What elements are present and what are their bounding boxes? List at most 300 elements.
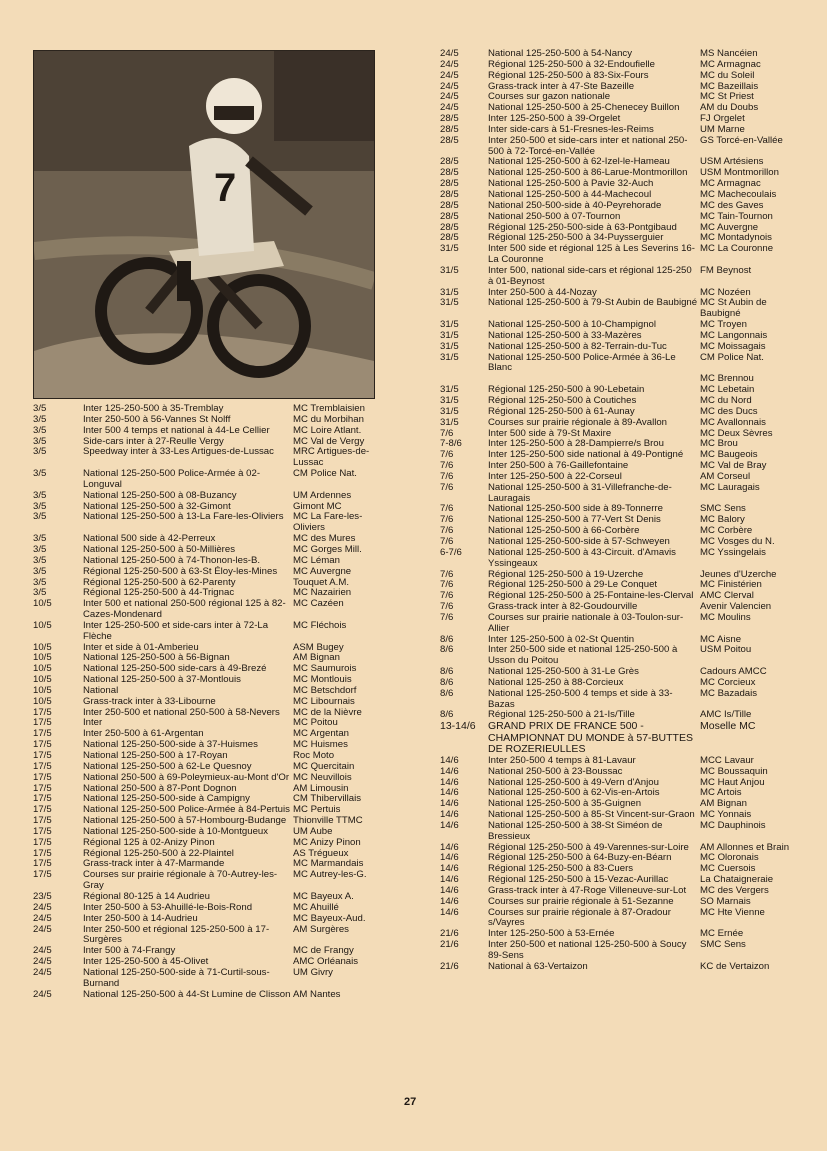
event-club: MC Bayeux A. xyxy=(293,890,354,902)
event-club: MC La Couronne xyxy=(700,243,774,255)
event-club: MC Bazadais xyxy=(700,687,758,699)
event-description: National 125-250-500 à 86-Larue-Montmorillon xyxy=(488,167,688,179)
event-row xyxy=(33,870,388,892)
event-description: National 125-250-500 à 17-Royan xyxy=(83,750,228,761)
event-description: National 125-250-500 Police-Armée à 02-Longuval xyxy=(83,468,261,490)
event-description: Régional 125-250-500 à 32-Endoufielle xyxy=(488,58,655,70)
event-club: MC du Soleil xyxy=(700,69,755,81)
event-club: MC des Vergers xyxy=(700,884,769,896)
event-date: 14/6 xyxy=(440,874,459,886)
event-club: UM Ardennes xyxy=(293,489,352,501)
event-description: Régional 125-250-500 à 64-Buzy-en-Béarn xyxy=(488,852,672,864)
event-date: 31/5 xyxy=(440,243,459,255)
event-club: AMC Is/Tille xyxy=(700,709,752,721)
event-description: National 125-250-500 à 43-Circuit. d'Amavis Yssingeaux xyxy=(488,546,676,569)
event-description: Grass-track inter à 47-Roge Villeneuve-sur-Lot xyxy=(488,884,687,896)
event-club: MC Nozéen xyxy=(700,286,751,298)
event-description: Inter 250-500 à 61-Argentan xyxy=(83,728,204,740)
event-date: 28/5 xyxy=(440,210,459,222)
event-date: 7/6 xyxy=(440,503,454,515)
event-description: Inter 250-500 et national 125-250-500 à Soucy 89-Sens xyxy=(488,939,687,961)
event-date: 31/5 xyxy=(440,395,459,406)
event-club: MC Bayeux-Aud. xyxy=(293,912,366,924)
event-date: 28/5 xyxy=(440,199,459,211)
event-date: 6-7/6 xyxy=(440,546,462,558)
event-club: MC Tremblaisien xyxy=(293,403,365,414)
event-description: National 125-250-500 à 57-Hombourg-Budange xyxy=(83,815,287,827)
event-description: National 125-250-500 à 62-Le Quesnoy xyxy=(83,760,252,772)
event-date: 28/5 xyxy=(440,188,459,200)
event-description: National 125-250-500 à 31-Villefranche-de-Lauragais xyxy=(488,481,672,504)
event-row xyxy=(440,212,795,223)
event-description: Inter 500 side et régional 125 à Les Severins 16-La Couronne xyxy=(488,243,695,266)
event-date: 17/5 xyxy=(33,750,52,761)
event-description: GRAND PRIX DE FRANCE 500 - CHAMPIONNAT DU MONDE à 57-BUTTES DE ROZERIEULLES xyxy=(488,720,693,756)
event-description: National 125-250-500 à 62-Izel-le-Hameau xyxy=(488,156,670,168)
event-date: 14/6 xyxy=(440,787,459,799)
event-club: MC Marmandais xyxy=(293,858,364,870)
event-row xyxy=(440,940,795,962)
event-row xyxy=(33,697,388,708)
event-club: MC Brennou xyxy=(700,373,754,385)
event-row xyxy=(440,908,795,930)
event-description: National 125-250-500 à 62-Vis-en-Artois xyxy=(488,787,660,799)
event-description: National 125-250-500 Police-Armée à 84-Pertuis xyxy=(83,804,290,816)
event-club: MC Neuvillois xyxy=(293,771,352,783)
event-date: 10/5 xyxy=(33,598,52,610)
event-club: MC Léman xyxy=(293,554,340,566)
event-description: National 125-250-500 à 31-Le Grès xyxy=(488,666,639,678)
event-club: FM Beynost xyxy=(700,264,752,276)
event-row xyxy=(33,567,388,578)
event-date: 24/5 xyxy=(33,966,52,978)
event-date: 24/5 xyxy=(33,988,52,1000)
event-description: Inter 125-250-500 à 22-Corseul xyxy=(488,470,622,482)
event-club: MC Argentan xyxy=(293,728,349,740)
event-club: MC de la Nièvre xyxy=(293,706,362,718)
event-description: National 125-250-500-side à 37-Huismes xyxy=(83,739,258,751)
event-club: MC Quercitain xyxy=(293,760,355,772)
event-row xyxy=(440,897,795,908)
event-date: 3/5 xyxy=(33,576,47,588)
event-club: MC Val de Vergy xyxy=(293,435,365,447)
event-club: MC Libournais xyxy=(293,695,355,707)
event-club: MC Troyen xyxy=(700,319,747,331)
event-description: National 125-250-500-side à Campigny xyxy=(83,793,250,805)
event-date: 13-14/6 xyxy=(440,720,476,733)
event-row xyxy=(33,773,388,784)
event-club: MC Montadynois xyxy=(700,232,772,244)
event-club: MC Nazairien xyxy=(293,587,352,599)
event-description: Inter 250-500 à 76-Gaillefontaine xyxy=(488,460,629,472)
event-club: AM Bignan xyxy=(700,798,747,810)
event-date: 17/5 xyxy=(33,847,52,859)
event-club: MC La Fare-les-Oliviers xyxy=(293,511,363,534)
event-description: Inter 250-500 à 53-Ahuillé-le-Bois-Rond xyxy=(83,901,253,913)
event-description: Inter 250-500 et régional 125-250-500 à 17-Surgères xyxy=(83,923,270,946)
event-club: MC Auvergne xyxy=(700,221,759,233)
event-club: MC du Morbihan xyxy=(293,413,364,425)
event-date: 24/5 xyxy=(440,80,459,92)
event-description: National 125-250-500 à 77-Vert St Denis xyxy=(488,514,661,526)
event-club: SMC Sens xyxy=(700,503,746,515)
event-club: MC Hte Vienne xyxy=(700,906,765,918)
event-row xyxy=(33,925,388,947)
event-date: 3/5 xyxy=(33,489,47,501)
event-row xyxy=(440,821,795,843)
event-row xyxy=(33,968,388,990)
event-description: Inter 500 4 temps et national à 44-Le Cellier xyxy=(83,424,270,436)
event-date: 17/5 xyxy=(33,825,52,837)
event-date: 3/5 xyxy=(33,500,47,512)
event-description: National 125-250-500 à 66-Corbère xyxy=(488,525,640,537)
event-description: National 125-250-500 à 44-Machecoul xyxy=(488,188,652,200)
event-date: 21/6 xyxy=(440,939,459,951)
event-date: 24/5 xyxy=(33,912,52,924)
event-description: National 250-500 à 07-Tournon xyxy=(488,210,621,222)
event-description: Régional 125-250-500 à 15-Vezac-Aurillac xyxy=(488,874,669,886)
event-date: 7/6 xyxy=(440,470,454,482)
event-row xyxy=(440,767,795,778)
event-club: MC St Aubin de Baubigné xyxy=(700,297,767,320)
event-description: National 125-250-500 à 74-Thonon-les-B. xyxy=(83,554,261,566)
event-date: 3/5 xyxy=(33,554,47,566)
event-date: 3/5 xyxy=(33,403,47,414)
event-club: UM Marne xyxy=(700,123,745,135)
event-description: Inter et side à 01-Amberieu xyxy=(83,641,199,653)
event-date: 21/6 xyxy=(440,960,459,972)
event-date: 31/5 xyxy=(440,264,459,276)
event-description: Inter 125-250-500 à 28-Dampierre/s Brou xyxy=(488,438,664,450)
event-date: 28/5 xyxy=(440,221,459,233)
event-club: La Chataigneraie xyxy=(700,874,774,886)
event-club: MC Montlouis xyxy=(293,674,352,686)
event-date: 10/5 xyxy=(33,663,52,675)
event-date: 14/6 xyxy=(440,884,459,896)
event-date: 31/5 xyxy=(440,405,459,417)
event-date: 10/5 xyxy=(33,674,52,686)
event-description: National 125-250-500 à 82-Terrain-du-Tuc xyxy=(488,340,667,352)
event-club: USM Montmorillon xyxy=(700,167,779,179)
event-club: CM Police Nat. xyxy=(700,351,764,363)
event-row xyxy=(440,298,795,320)
event-row xyxy=(440,548,795,570)
event-date: 31/5 xyxy=(440,416,459,428)
event-club: MC Balory xyxy=(700,514,745,526)
event-date: 7/6 xyxy=(440,568,454,580)
event-description: Régional 125-250-500 à 63-St Éloy-les-Mines xyxy=(83,565,278,577)
event-description: Inter 250-500 et side-cars inter et national 250-500 à 72-Torcé-en-Vallée xyxy=(488,134,688,157)
event-date: 31/5 xyxy=(440,319,459,331)
event-description: Inter 125-250-500 à 45-Olivet xyxy=(83,956,209,968)
event-description: National 250-500 à 23-Boussac xyxy=(488,765,623,777)
event-date: 8/6 xyxy=(440,709,454,721)
event-date: 7/6 xyxy=(440,535,454,547)
event-date: 14/6 xyxy=(440,841,459,853)
event-club: MC Anizy Pinon xyxy=(293,836,361,848)
event-date: 7/6 xyxy=(440,611,454,623)
event-description: Inter 250-500 side et national 125-250-500 à Usson du Poitou xyxy=(488,644,678,667)
event-club: MC Oloronais xyxy=(700,852,759,864)
event-description: National 125-250-500 à 56-Bignan xyxy=(83,652,230,664)
event-description: Side-cars inter à 27-Reulle Vergy xyxy=(83,435,224,447)
event-date: 17/5 xyxy=(33,728,52,740)
event-club: SO Marnais xyxy=(700,895,751,907)
event-date: 7/6 xyxy=(440,514,454,526)
event-date: 31/5 xyxy=(440,297,459,309)
event-club: AMC Orléanais xyxy=(293,956,359,968)
event-row xyxy=(440,266,795,288)
event-description: National 125-250-500 à 08-Buzancy xyxy=(83,489,237,501)
event-description: National à 63-Vertaizon xyxy=(488,960,588,972)
event-club: AM Bignan xyxy=(293,652,340,664)
event-club: MC Haut Anjou xyxy=(700,776,765,788)
event-description: Régional 125-250-500 à 29-Le Conquet xyxy=(488,579,658,591)
event-club: CM Police Nat. xyxy=(293,468,357,480)
event-club: MC Pertuis xyxy=(293,804,341,816)
event-club: USM Poitou xyxy=(700,644,752,656)
event-description: Courses sur prairie régionale à 89-Avallon xyxy=(488,416,668,428)
event-date: 14/6 xyxy=(440,895,459,907)
event-description: Inter 125-250-500 à 39-Orgelet xyxy=(488,113,621,125)
event-club: USM Artésiens xyxy=(700,156,764,168)
event-row xyxy=(33,914,388,925)
event-description: National 250-500-side à 40-Peyrehorade xyxy=(488,199,662,211)
event-description: Inter 125-250-500 à 35-Tremblay xyxy=(83,403,224,414)
event-description: National 125-250-500-side à 57-Schweyen xyxy=(488,535,670,547)
event-date: 7/6 xyxy=(440,579,454,591)
event-club: UM Givry xyxy=(293,966,333,978)
event-club: Thionville TTMC xyxy=(293,815,363,827)
event-date: 14/6 xyxy=(440,776,459,788)
event-date: 7/6 xyxy=(440,590,454,602)
event-description: Inter 125-250-500 à 02-St Quentin xyxy=(488,633,635,645)
event-club: MC Artois xyxy=(700,787,742,799)
event-description: Régional 125-250-500 à 61-Aunay xyxy=(488,405,635,417)
event-club: MC Corcieux xyxy=(700,676,756,688)
event-club: MC Dauphinois xyxy=(700,819,766,831)
event-club: MC Tain-Tournon xyxy=(700,210,773,222)
event-date: 24/5 xyxy=(440,102,459,114)
event-row xyxy=(440,418,795,429)
event-row xyxy=(33,491,388,502)
event-club: MCC Lavaur xyxy=(700,754,754,766)
event-club: AM Surgères xyxy=(293,923,349,935)
event-description: Régional 125-250-500 à 49-Varennes-sur-Loire xyxy=(488,841,689,853)
event-date: 7/6 xyxy=(440,427,454,439)
event-date: 7/6 xyxy=(440,449,454,461)
event-date: 8/6 xyxy=(440,644,454,656)
event-club: MC Armagnac xyxy=(700,178,761,190)
event-club: SMC Sens xyxy=(700,939,746,951)
page-number: 27 xyxy=(404,1096,417,1108)
event-club: MC Boussaquin xyxy=(700,765,768,777)
event-description: National 125-250-500 à 33-Mazères xyxy=(488,329,642,341)
event-row xyxy=(440,721,795,756)
event-date: 3/5 xyxy=(33,543,47,555)
event-description: Régional 125 à 02-Anizy Pinon xyxy=(83,836,215,848)
event-description: Grass-track inter à 82-Goudourville xyxy=(488,601,638,613)
event-description: National 250-500 à 87-Pont Dognon xyxy=(83,782,237,794)
event-description: National 125-250-500-side à 10-Montgueux xyxy=(83,825,269,837)
event-date: 28/5 xyxy=(440,113,459,125)
event-club: Gimont MC xyxy=(293,500,342,512)
event-date: 7/6 xyxy=(440,460,454,472)
event-description: National 125-250-500 à 32-Gimont xyxy=(83,500,231,512)
event-club: GS Torcé-en-Vallée xyxy=(700,134,783,146)
event-club: MC Lauragais xyxy=(700,481,760,493)
event-club: AM Nantes xyxy=(293,988,341,1000)
event-description: Courses sur prairie nationale à 03-Toulon-sur-Allier xyxy=(488,611,684,634)
event-row xyxy=(440,342,795,353)
event-description: National 125-250-500 4 temps et side à 33-Bazas xyxy=(488,687,673,710)
event-club: MC Yssingelais xyxy=(700,546,766,558)
event-date: 23/5 xyxy=(33,890,52,902)
event-row xyxy=(440,483,795,505)
event-description: National 125-250-500-side à 71-Curtil-sous-Burnand xyxy=(83,966,270,989)
event-description: Régional 125-250-500 à 22-Plaintel xyxy=(83,847,234,859)
event-club: MC Brou xyxy=(700,438,738,450)
event-description: National 125-250-500 à 25-Chenecey Buillon xyxy=(488,102,680,114)
event-date: 14/6 xyxy=(440,906,459,918)
event-row xyxy=(440,71,795,82)
event-date: 17/5 xyxy=(33,815,52,827)
event-row xyxy=(440,353,795,375)
event-date: 28/5 xyxy=(440,123,459,135)
event-row xyxy=(440,136,795,158)
event-date: 14/6 xyxy=(440,809,459,821)
event-description: National 125-250-500 à 79-St Aubin de Baubigné xyxy=(488,297,698,309)
event-description: National 125-250-500 à 85-St Vincent-sur-Graon xyxy=(488,809,695,821)
event-club: MC Loire Atlant. xyxy=(293,424,362,436)
event-date: 24/5 xyxy=(440,91,459,103)
event-date: 24/5 xyxy=(33,923,52,935)
event-club: MC Poitou xyxy=(293,717,338,729)
event-club: AM Limousin xyxy=(293,782,349,794)
event-description: National 125-250-500 à 37-Montlouis xyxy=(83,674,241,686)
event-row xyxy=(33,447,388,469)
event-club: AMC Clerval xyxy=(700,590,754,602)
event-description: Inter 125-250-500 à 53-Ernée xyxy=(488,928,615,940)
event-date: 24/5 xyxy=(33,956,52,968)
event-date: 17/5 xyxy=(33,804,52,816)
event-date: 31/5 xyxy=(440,340,459,352)
event-date: 28/5 xyxy=(440,178,459,190)
event-club: MC des Mures xyxy=(293,533,356,545)
event-date: 17/5 xyxy=(33,706,52,718)
event-club: MC Avallonnais xyxy=(700,416,766,428)
event-date: 3/5 xyxy=(33,533,47,545)
motocross-rider-image xyxy=(34,51,374,398)
event-club: MC Armagnac xyxy=(700,58,761,70)
event-description: National 125-250 à 88-Corcieux xyxy=(488,676,624,688)
event-date: 7/6 xyxy=(440,601,454,613)
event-date: 3/5 xyxy=(33,511,47,523)
event-date: 24/5 xyxy=(440,58,459,70)
event-description: Inter 250-500 à 14-Audrieu xyxy=(83,912,198,924)
event-date: 3/5 xyxy=(33,587,47,599)
event-date: 8/6 xyxy=(440,666,454,678)
event-description: National 125-250-500 side à 89-Tonnerre xyxy=(488,503,663,515)
event-date: 31/5 xyxy=(440,384,459,396)
event-club: AS Trégueux xyxy=(293,847,349,859)
event-description: Inter side-cars à 51-Fresnes-les-Reims xyxy=(488,123,654,135)
event-club: MS Nancéien xyxy=(700,48,758,59)
event-date: 14/6 xyxy=(440,852,459,864)
event-date: 31/5 xyxy=(440,286,459,298)
event-club: MC Deux Sèvres xyxy=(700,427,773,439)
event-club: MRC Artigues-de-Lussac xyxy=(293,446,370,469)
event-date: 3/5 xyxy=(33,435,47,447)
event-date: 17/5 xyxy=(33,782,52,794)
event-date: 31/5 xyxy=(440,351,459,363)
event-date: 24/5 xyxy=(33,901,52,913)
event-club: Touquet A.M. xyxy=(293,576,349,588)
event-description: Grass-track inter à 47-Marmande xyxy=(83,858,225,870)
event-date: 17/5 xyxy=(33,739,52,751)
event-date: 17/5 xyxy=(33,760,52,772)
event-description: Inter xyxy=(83,717,103,729)
event-date: 3/5 xyxy=(33,468,47,480)
event-date: 7-8/6 xyxy=(440,438,462,450)
event-date: 10/5 xyxy=(33,641,52,653)
event-date: 14/6 xyxy=(440,754,459,766)
event-row xyxy=(33,512,388,534)
event-date: 7/6 xyxy=(440,481,454,493)
event-description: Régional 125-250-500 à 25-Fontaine-les-Clerval xyxy=(488,590,694,602)
event-description: Régional 80-125 à 14 Audrieu xyxy=(83,890,210,902)
event-date: 8/6 xyxy=(440,687,454,699)
event-date: 17/5 xyxy=(33,793,52,805)
event-club: MC Val de Bray xyxy=(700,460,767,472)
event-description: Régional 125-250-500 à 83-Cuers xyxy=(488,863,634,875)
event-row xyxy=(33,838,388,849)
event-date: 24/5 xyxy=(440,69,459,81)
event-club: Roc Moto xyxy=(293,750,335,761)
event-club: MC Fléchois xyxy=(293,619,347,631)
event-club: MC St Priest xyxy=(700,91,754,103)
event-date: 14/6 xyxy=(440,765,459,777)
event-row xyxy=(440,613,795,635)
event-description: National 125-250-500 à 49-Vern d'Anjou xyxy=(488,776,659,788)
event-club: Cadours AMCC xyxy=(700,666,767,678)
event-club: MC du Nord xyxy=(700,395,752,406)
event-description: Régional 125-250-500 à 19-Uzerche xyxy=(488,568,644,580)
event-description: National 125-250-500 à 44-St Lumine de Clisson xyxy=(83,988,291,1000)
event-description: Régional 125-250-500 à 90-Lebetain xyxy=(488,384,645,396)
event-club: AM du Doubs xyxy=(700,102,759,114)
event-club: MC Lebetain xyxy=(700,384,755,396)
event-date: 8/6 xyxy=(440,676,454,688)
event-date: 3/5 xyxy=(33,565,47,577)
rider-number-plate: 7 xyxy=(214,166,237,210)
event-date: 28/5 xyxy=(440,232,459,244)
event-club: MC Ahuillé xyxy=(293,901,339,913)
event-description: Courses sur prairie régionale à 51-Sezanne xyxy=(488,895,674,907)
event-description: National 125-250-500 side-cars à 49-Brezé xyxy=(83,663,267,675)
event-description: Inter 250-500 4 temps à 81-Lavaur xyxy=(488,754,636,766)
event-description: Régional 125-250-500-side à 63-Pontgibaud xyxy=(488,221,677,233)
event-club: MC Autrey-les-G. xyxy=(293,869,367,881)
event-club: MC Moulins xyxy=(700,611,751,623)
event-club: MC Aisne xyxy=(700,633,742,645)
event-date: 10/5 xyxy=(33,652,52,664)
event-description: Inter 500 à 74-Frangy xyxy=(83,945,176,957)
event-club: UM Aube xyxy=(293,825,333,837)
event-row xyxy=(33,599,388,621)
event-club: MC Corbère xyxy=(700,525,753,537)
event-date: 3/5 xyxy=(33,413,47,425)
